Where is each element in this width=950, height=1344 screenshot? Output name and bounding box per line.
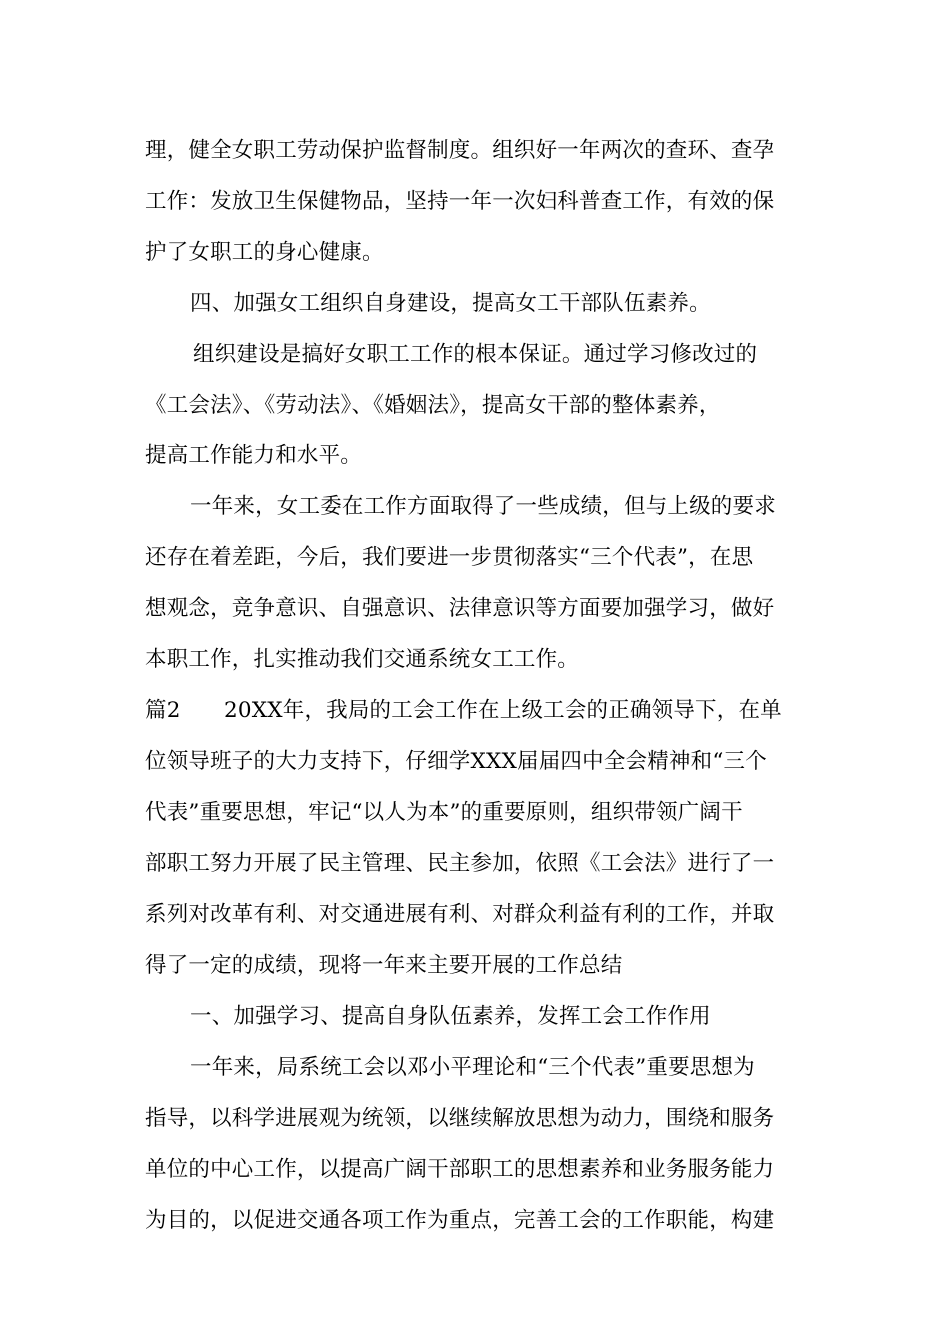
line-text: 组织建设是搞好女职工工作的根本保证。通过学习修改过的	[193, 342, 758, 367]
text-line	[0, 436, 950, 476]
text-line	[0, 946, 950, 986]
section-heading	[0, 284, 950, 324]
text-line	[0, 895, 950, 935]
section-heading	[0, 997, 950, 1037]
line-text: 护了女职工的身心健康。	[145, 240, 384, 265]
text-line	[0, 1201, 950, 1241]
line-text: 一年来，局系统工会以邓小平理论和“三个代表”重要思想为	[190, 1055, 755, 1080]
line-text: 想观念，竞争意识、自强意识、法律意识等方面要加强学习，做好	[145, 596, 775, 621]
line-text: 单位的中心工作，以提高广阔干部职工的思想素养和业务服务能力	[145, 1157, 775, 1182]
text-line	[0, 335, 950, 375]
line-text: 工作：发放卫生保健物品，坚持一年一次妇科普查工作，有效的保	[145, 189, 775, 214]
text-line	[0, 1099, 950, 1139]
line-text: 《工会法》、《劳动法》、《婚姻法》，提高女干部的整体素养，	[145, 393, 721, 418]
text-line	[0, 538, 950, 578]
line-text: 位领导班子的大力支持下，仔细学XXX届届四中全会精神和“三个	[145, 749, 767, 774]
text-line	[0, 182, 950, 222]
line-text: 还存在着差距，今后，我们要进一步贯彻落实“三个代表”，在思	[145, 545, 754, 570]
text-line	[0, 1048, 950, 1088]
line-text: 系列对改革有利、对交通进展有利、对群众利益有利的工作，并取	[145, 902, 775, 927]
text-line	[0, 386, 950, 426]
line-text: 篇2 20XX年，我局的工会工作在上级工会的正确领导下，在单	[145, 698, 782, 723]
text-line	[0, 793, 950, 833]
line-text: 部职工努力开展了民主管理、民主参加，依照《工会法》进行了一	[145, 851, 775, 876]
line-text: 本职工作，扎实推动我们交通系统女工工作。	[145, 647, 580, 672]
line-text: 提高工作能力和水平。	[145, 443, 363, 468]
text-line	[0, 487, 950, 527]
line-text: 为目的，以促进交通各项工作为重点，完善工会的工作职能，构建	[145, 1208, 775, 1233]
text-line	[0, 844, 950, 884]
text-line	[0, 589, 950, 629]
heading-text: 四、加强女工组织自身建设，提高女工干部队伍素养。	[190, 291, 711, 316]
line-text: 代表”重要思想，牢记“以人为本”的重要原则，组织带领广阔干	[145, 800, 743, 825]
line-text: 理，健全女职工劳动保护监督制度。组织好一年两次的查环、查孕	[145, 138, 775, 163]
line-text: 得了一定的成绩，现将一年来主要开展的工作总结	[145, 953, 623, 978]
text-line	[0, 1150, 950, 1190]
text-line	[0, 131, 950, 171]
text-line	[0, 640, 950, 680]
heading-text: 一、加强学习、提高自身队伍素养，发挥工会工作作用	[190, 1004, 711, 1029]
line-text: 指导，以科学进展观为统领，以继续解放思想为动力，围绕和服务	[145, 1106, 775, 1131]
text-line	[0, 233, 950, 273]
text-line	[0, 742, 950, 782]
text-line	[0, 691, 950, 731]
line-text: 一年来，女工委在工作方面取得了一些成绩，但与上级的要求	[190, 494, 776, 519]
